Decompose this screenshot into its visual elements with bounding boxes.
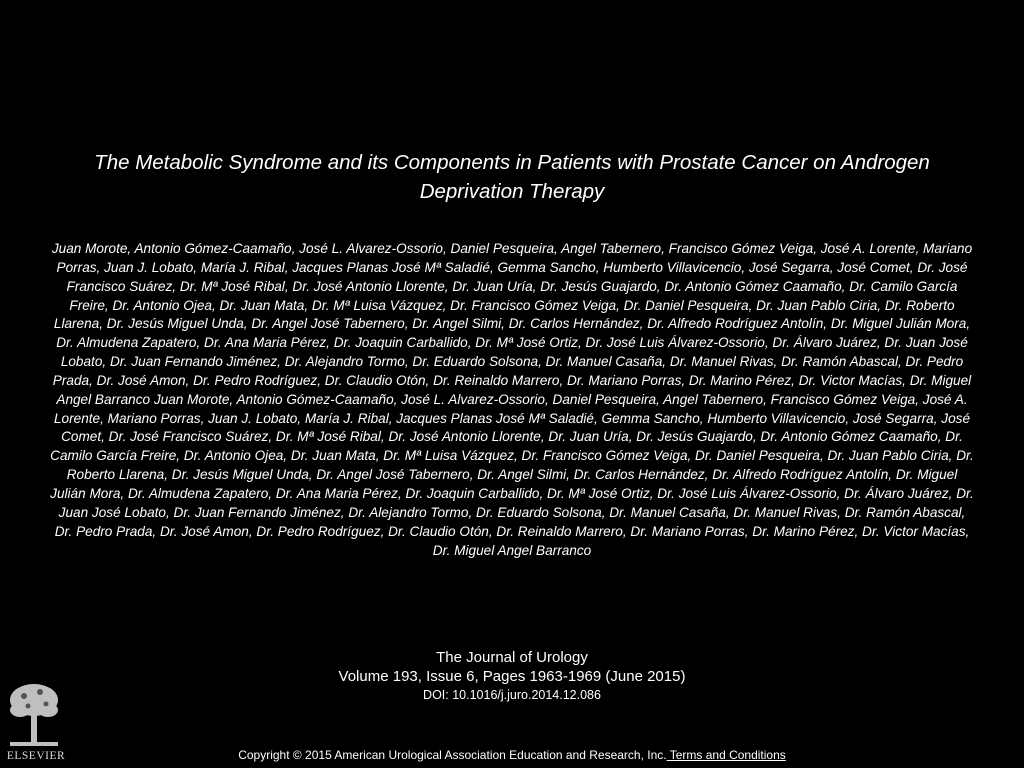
terms-and-conditions-link[interactable]: Terms and Conditions <box>666 748 786 762</box>
citation-block <box>212 648 812 703</box>
journal-name: The Journal of Urology <box>436 649 588 666</box>
author-list: Juan Morote, Antonio Gómez-Caamaño, José L. Alvarez-Ossorio, Daniel Pesqueira, Angel Tabernero, Francisco Gómez Veiga, José A. Lorente, Mariano Porras, Juan J. Lobato, María J. Ribal, Jacques Planas José Mª Saladié, Gemma Sancho, Humberto Villavicencio, José Segarra, José Comet, Dr. José Francisco Suárez, Dr. Mª José Ribal, Dr. José Antonio Llorente, Dr. Juan Uría, Dr. Jesús Guajardo, Dr. Antonio Gómez Caamaño, Dr. Camilo García Freire, Dr. Antonio Ojea, Dr. Juan Mata, Dr. Mª Luisa Vázquez, Dr. Francisco Gómez Veiga, Dr. Daniel Pesqueira, Dr. Juan Pablo Ciria, Dr. Roberto Llarena, Dr. Jesús Miguel Unda, Dr. Angel José Tabernero, Dr. Angel Silmi, Dr. Carlos Hernández, Dr. Alfredo Rodríguez Antolín, Dr. Miguel Julián Mora, Dr. Almudena Zapatero, Dr. Ana Maria Pérez, Dr. Joaquin Carballido, Dr. Mª José Ortiz, Dr. José Luis Álvarez-Ossorio, Dr. Álvaro Juárez, Dr. Juan José Lobato, Dr. Juan Fernando Jiménez, Dr. Alejandro Tormo, Dr. Eduardo Solsona, Dr. Manuel Casaña, Dr. Manuel Rivas, Dr. Ramón Abascal, Dr. Pedro Prada, Dr. José Amon, Dr. Pedro Rodríguez, Dr. Claudio Otón, Dr. Reinaldo Marrero, Dr. Mariano Porras, Dr. Marino Pérez, Dr. Victor Macías, Dr. Miguel Angel Barranco Juan Morote, Antonio Gómez-Caamaño, José L. Alvarez-Ossorio, Daniel Pesqueira, Angel Tabernero, Francisco Gómez Veiga, José A. Lorente, Mariano Porras, Juan J. Lobato, María J. Ribal, Jacques Planas José Mª Saladié, Gemma Sancho, Humberto Villavicencio, José Segarra, José Comet, Dr. José Francisco Suárez, Dr. Mª José Ribal, Dr. José Antonio Llorente, Dr. Juan Uría, Dr. Jesús Guajardo, Dr. Antonio Gómez Caamaño, Dr. Camilo García Freire, Dr. Antonio Ojea, Dr. Juan Mata, Dr. Mª Luisa Vázquez, Dr. Francisco Gómez Veiga, Dr. Daniel Pesqueira, Dr. Juan Pablo Ciria, Dr. Roberto Llarena, Dr. Jesús Miguel Unda, Dr. Angel José Tabernero, Dr. Angel Silmi, Dr. Carlos Hernández, Dr. Alfredo Rodríguez Antolín, Dr. Miguel Julián Mora, Dr. Almudena Zapatero, Dr. Ana Maria Pérez, Dr. Joaquin Carballido, Dr. Mª José Ortiz, Dr. José Luis Álvarez-Ossorio, Dr. Álvaro Juárez, Dr. Juan José Lobato, Dr. Juan Fernando Jiménez, Dr. Alejandro Tormo, Dr. Eduardo Solsona, Dr. Manuel Casaña, Dr. Manuel Rivas, Dr. Ramón Abascal, Dr. Pedro Prada, Dr. José Amon, Dr. Pedro Rodríguez, Dr. Claudio Otón, Dr. Reinaldo Marrero, Dr. Mariano Porras, Dr. Marino Pérez, Dr. Victor Macías, Dr. Miguel Angel Barranco <box>50 241 974 558</box>
slide-title: The Metabolic Syndrome and its Components in Patients with Prostate Cancer on Androgen Deprivation Therapy <box>94 151 930 203</box>
doi-text: DOI: 10.1016/j.juro.2014.12.086 <box>423 688 601 702</box>
elsevier-wordmark: ELSEVIER <box>6 750 66 762</box>
elsevier-tree-icon <box>6 680 62 748</box>
copyright-footer <box>80 747 944 763</box>
copyright-text: Copyright © 2015 American Urological Association Education and Research, Inc. <box>238 748 667 762</box>
journal-volume: Volume 193, Issue 6, Pages 1963-1969 (June 2015) <box>338 668 686 685</box>
elsevier-logo <box>6 680 66 766</box>
